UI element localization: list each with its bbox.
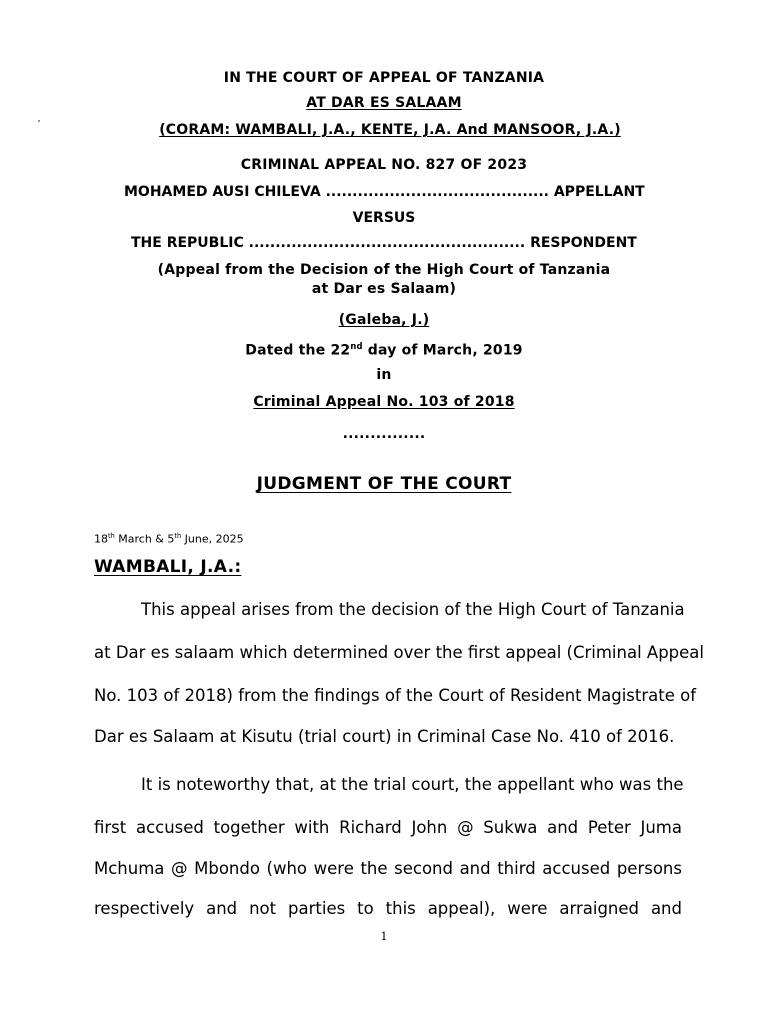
date-mid: March & 5 <box>114 532 175 546</box>
respondent-role: RESPONDENT <box>530 235 637 251</box>
decision-date-prefix: Dated the 22 <box>245 342 351 359</box>
lower-court-judge <box>0 312 768 328</box>
p2-line1: It is noteworthy that, at the trial court, the appellant who was the <box>141 775 684 794</box>
appellant-line <box>124 184 645 200</box>
judgment-title: JUDGMENT OF THE COURT <box>256 474 512 494</box>
separator-dots: ............... <box>342 426 426 442</box>
date-a: 18 <box>94 532 108 546</box>
court-name: IN THE COURT OF APPEAL OF TANZANIA <box>223 70 545 86</box>
decision-date-suffix: day of March, 2019 <box>362 342 523 359</box>
respondent-line <box>131 235 637 251</box>
appellant-dots: .......................................... <box>325 184 549 200</box>
hearing-dates <box>94 532 244 546</box>
coram <box>6 122 768 138</box>
p2-line4: respectively and not parties to this appeal), were arraigned and <box>94 899 682 918</box>
appeal-from-line1: (Appeal from the Decision of the High Court of Tanzania <box>157 262 611 278</box>
respondent-name: THE REPUBLIC <box>131 235 244 251</box>
in-word: in <box>376 367 392 383</box>
appellant-role: APPELLANT <box>553 184 645 200</box>
court-location-text: AT DAR ES SALAAM <box>306 95 462 111</box>
original-case-text: Criminal Appeal No. 103 of 2018 <box>253 394 515 410</box>
court-location <box>0 95 768 111</box>
lower-court-judge-text: (Galeba, J.) <box>338 312 430 328</box>
p2-line2: first accused together with Richard John @ Sukwa and Peter Juma <box>94 818 682 837</box>
p1-line1: This appeal arises from the decision of the High Court of Tanzania <box>141 600 685 619</box>
date-end: June, 2025 <box>181 532 244 546</box>
respondent-dots: .................................................... <box>248 235 526 251</box>
p1-line3: No. 103 of 2018) from the findings of the Court of Resident Magistrate of <box>94 686 697 705</box>
case-number: CRIMINAL APPEAL NO. 827 OF 2023 <box>240 157 528 173</box>
p2-line3: Mchuma @ Mbondo (who were the second and third accused persons <box>94 859 682 878</box>
original-case <box>0 394 768 410</box>
coram-text: (CORAM: WAMBALI, J.A., KENTE, J.A. And MANSOOR, J.A.) <box>159 122 621 138</box>
date-a-sup: th <box>108 532 115 540</box>
appeal-from-line2: at Dar es Salaam) <box>311 281 457 297</box>
decision-date <box>0 341 768 359</box>
decision-date-sup: nd <box>350 341 363 351</box>
date-b-sup: th <box>174 532 182 540</box>
judgment-author: WAMBALI, J.A.: <box>94 557 242 577</box>
versus: VERSUS <box>352 210 416 226</box>
p1-line4: Dar es Salaam at Kisutu (trial court) in Criminal Case No. 410 of 2016. <box>94 727 675 746</box>
p1-line2: at Dar es salaam which determined over the first appeal (Criminal Appeal <box>94 643 704 662</box>
appellant-name: MOHAMED AUSI CHILEVA <box>124 184 321 200</box>
page-number: 1 <box>380 930 388 943</box>
